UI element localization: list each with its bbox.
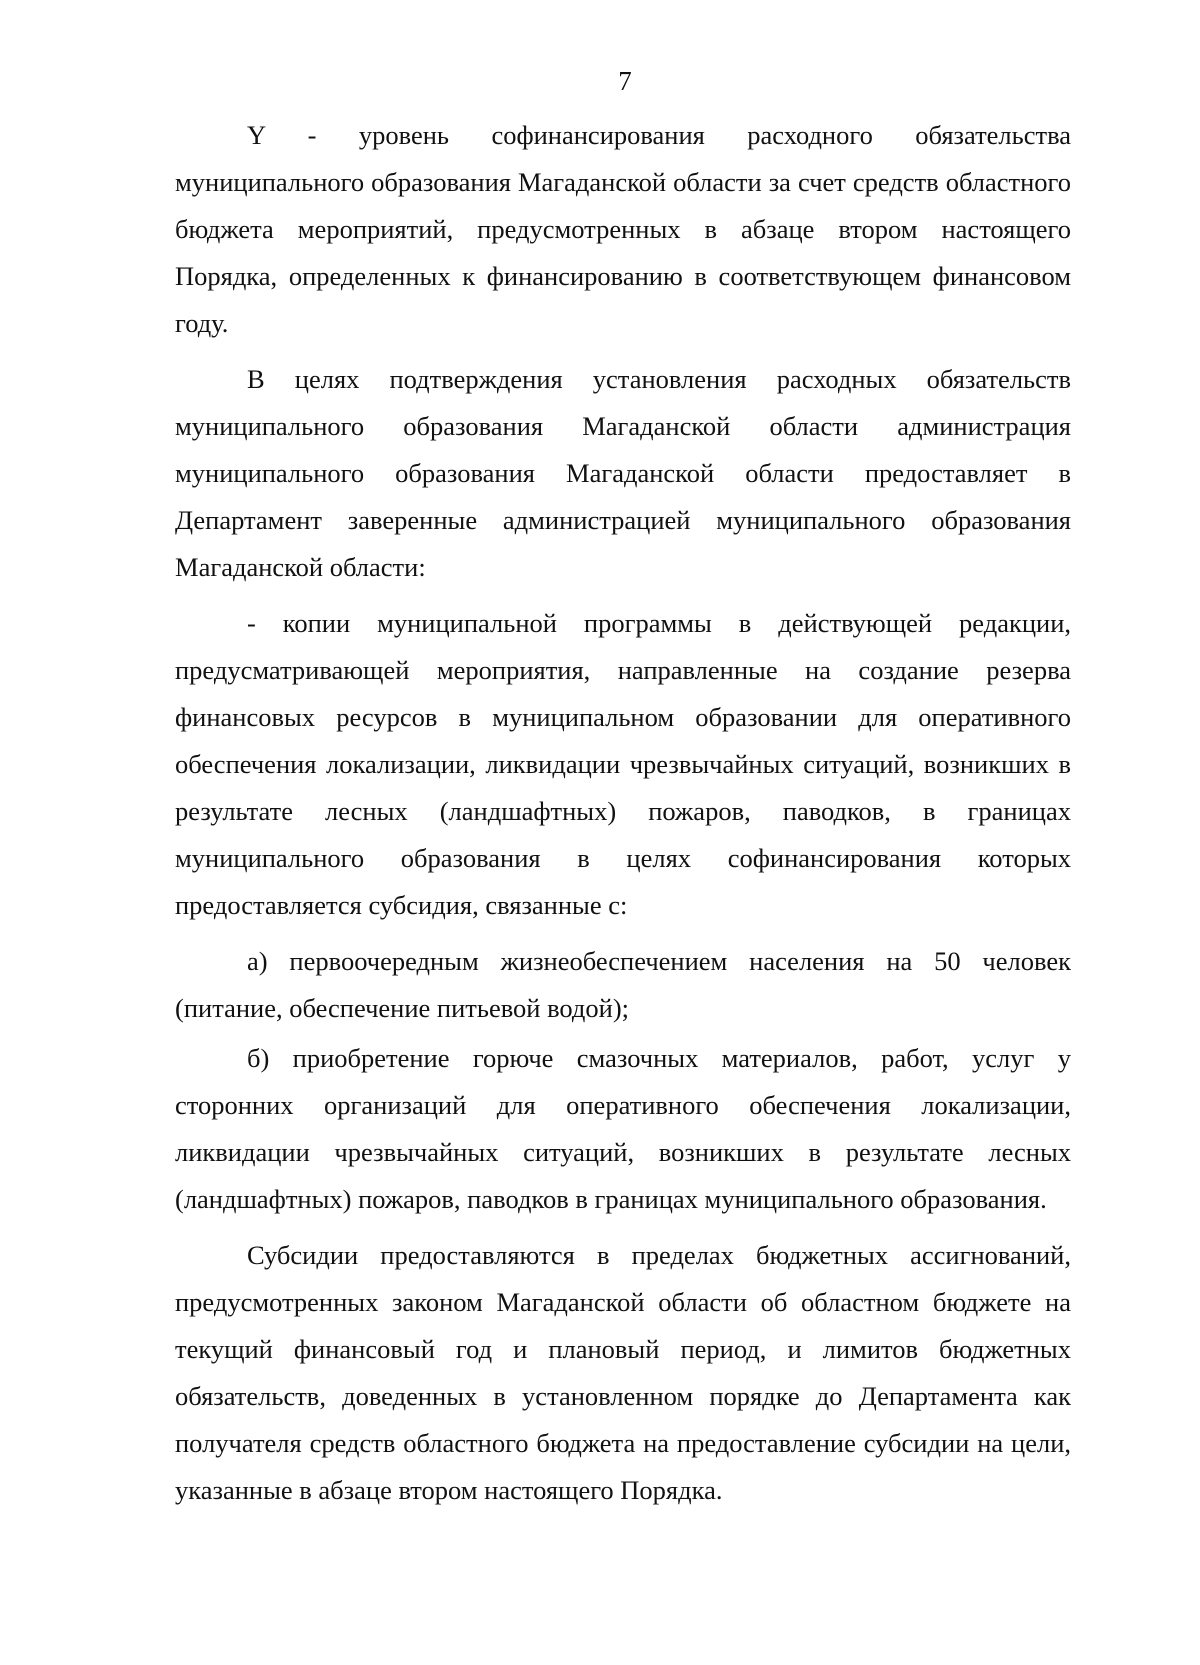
document-body bbox=[175, 112, 1071, 1523]
paragraph-item-b: б) приобретение горюче смазочных материалов, работ, услуг у сторонних организаций для оперативного обеспечения локализации, ликвидации чрезвычайных ситуаций, возникших в результате лесных (ландшафтных) пожаров, паводков в границах муниципального образования. bbox=[175, 1043, 1071, 1214]
page-number: 7 bbox=[618, 66, 632, 96]
paragraph-y-definition: Y - уровень софинансирования расходного обязательства муниципального образования Магаданской области за счет средств областного бюджета мероприятий, предусмотренных в абзаце втором настоящего Порядка, определенных к финансированию в соответствующем финансовом году. bbox=[175, 120, 1071, 338]
paragraph-subsidies-limits: Субсидии предоставляются в пределах бюджетных ассигнований, предусмотренных законом Магаданской области об областном бюджете на текущий финансовый год и плановый период, и лимитов бюджетных обязательств, доведенных в установленном порядке до Департамента как получателя средств областного бюджета на предоставление субсидии на цели, указанные в абзаце втором настоящего Порядка. bbox=[175, 1240, 1071, 1505]
paragraph-obligations-confirmation: В целях подтверждения установления расходных обязательств муниципального образования Магаданской области администрация муниципального образования Магаданской области предоставляет в Департамент заверенные администрацией муниципального образования Магаданской области: bbox=[175, 364, 1071, 582]
paragraph-item-a: а) первоочередным жизнеобеспечением населения на 50 человек (питание, обеспечение питьевой водой); bbox=[175, 946, 1071, 1023]
paragraph-program-copies: - копии муниципальной программы в действующей редакции, предусматривающей мероприятия, направленные на создание резерва финансовых ресурсов в муниципальном образовании для оперативного обеспечения локализации, ликвидации чрезвычайных ситуаций, возникших в результате лесных (ландшафтных) пожаров, паводков, в границах муниципального образования в целях софинансирования которых предоставляется субсидия, связанные с: bbox=[175, 608, 1071, 920]
